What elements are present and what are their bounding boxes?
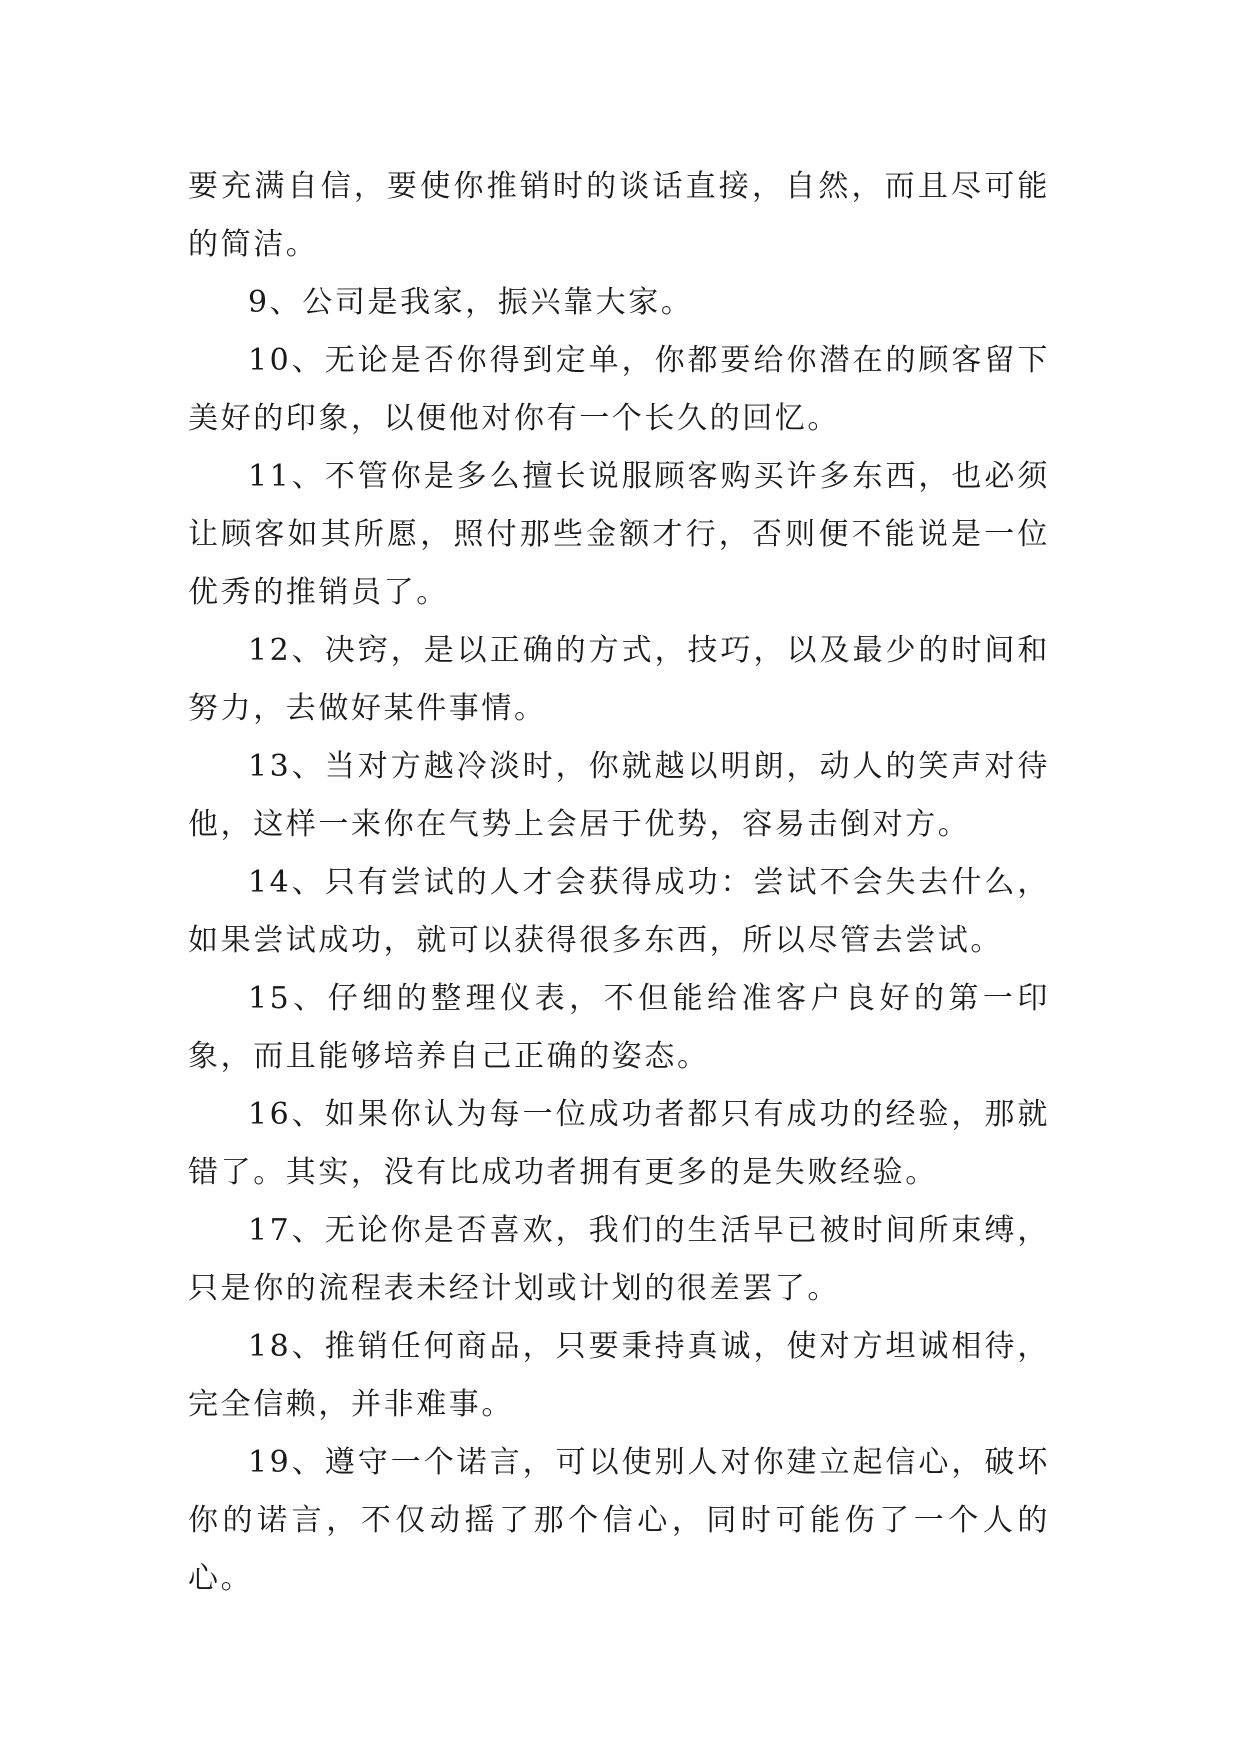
paragraph-item-17: 17、无论你是否喜欢，我们的生活早已被时间所束缚，只是你的流程表未经计划或计划的很差罢了。 — [188, 1213, 1050, 1306]
paragraph-item-10: 10、无论是否你得到定单，你都要给你潜在的顾客留下美好的印象，以便他对你有一个长久的回忆。 — [188, 343, 1050, 436]
document-body — [188, 158, 1050, 1608]
paragraph-item-14: 14、只有尝试的人才会获得成功：尝试不会失去什么，如果尝试成功，就可以获得很多东西，所以尽管去尝试。 — [188, 865, 1050, 958]
paragraph-item-11: 11、不管你是多么擅长说服顾客购买许多东西，也必须让顾客如其所愿，照付那些金额才行，否则便不能说是一位优秀的推销员了。 — [188, 459, 1050, 610]
paragraph-item-15: 15、仔细的整理仪表，不但能给准客户良好的第一印象，而且能够培养自己正确的姿态。 — [188, 981, 1050, 1074]
paragraph-item-18: 18、推销任何商品，只要秉持真诚，使对方坦诚相待，完全信赖，并非难事。 — [188, 1329, 1050, 1422]
paragraph-item-13: 13、当对方越冷淡时，你就越以明朗，动人的笑声对待他，这样一来你在气势上会居于优势，容易击倒对方。 — [188, 749, 1050, 842]
paragraph-item-12: 12、决窍，是以正确的方式，技巧，以及最少的时间和努力，去做好某件事情。 — [188, 633, 1050, 726]
paragraph-continuation: 要充满自信，要使你推销时的谈话直接，自然，而且尽可能的简洁。 — [188, 169, 1050, 262]
paragraph-item-9: 9、公司是我家，振兴靠大家。 — [248, 285, 694, 320]
paragraph-item-16: 16、如果你认为每一位成功者都只有成功的经验，那就错了。其实，没有比成功者拥有更多的是失败经验。 — [188, 1097, 1050, 1190]
paragraph-item-19: 19、遵守一个诺言，可以使别人对你建立起信心，破坏你的诺言，不仅动摇了那个信心，同时可能伤了一个人的心。 — [188, 1445, 1050, 1596]
